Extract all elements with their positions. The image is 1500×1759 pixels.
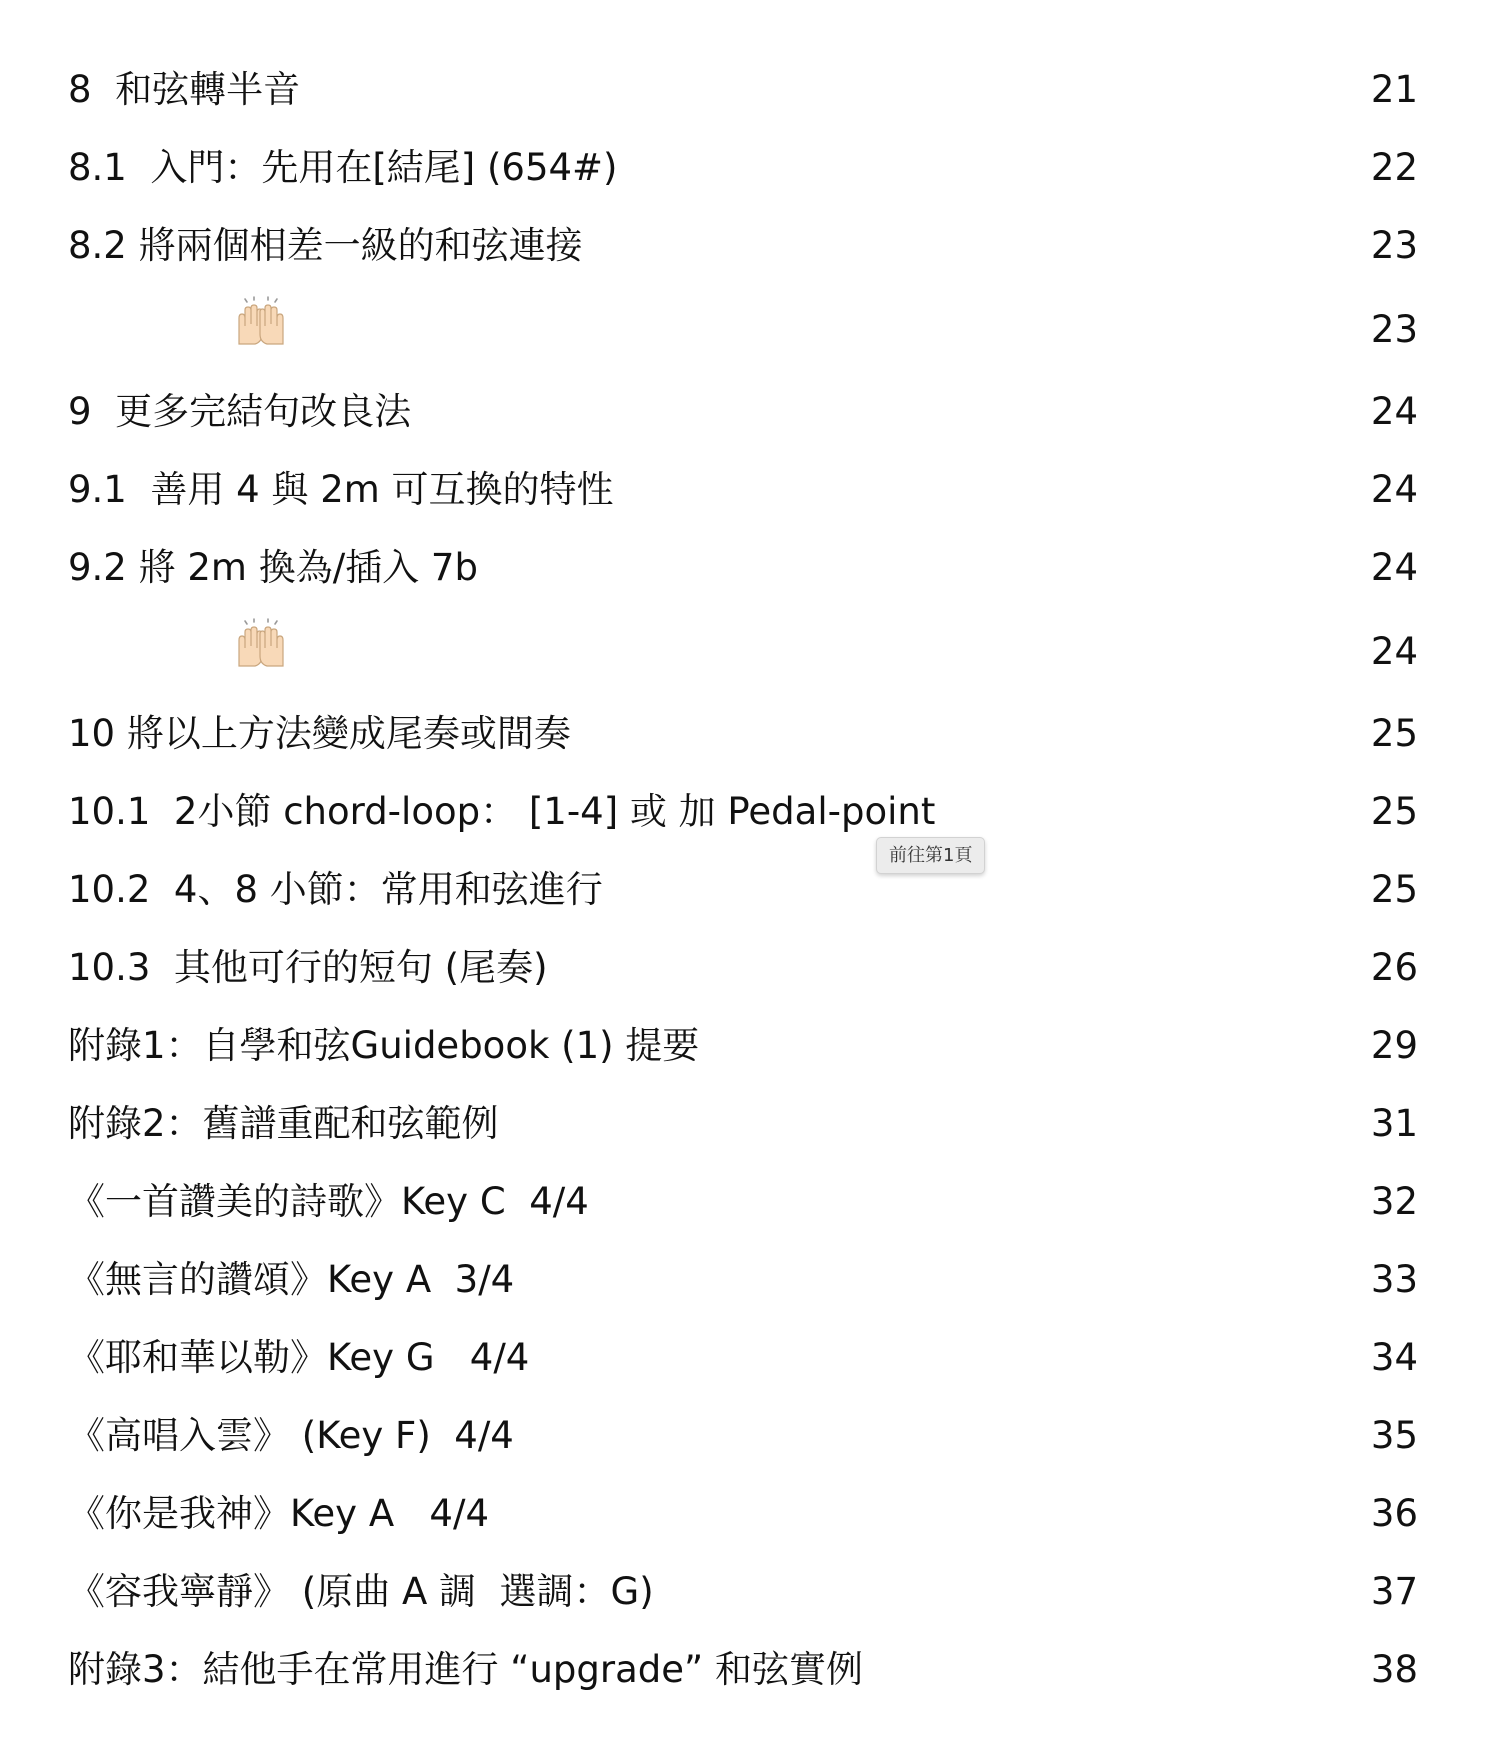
- toc-entry[interactable]: [68, 1406, 1418, 1466]
- toc-entry-page: 22: [1370, 146, 1418, 189]
- toc-entry[interactable]: [68, 138, 1418, 198]
- toc-entry-page: 35: [1370, 1414, 1418, 1457]
- toc-entry[interactable]: [68, 60, 1418, 120]
- raising-hands-icon: [139, 558, 195, 608]
- toc-entry-page: 37: [1370, 1570, 1418, 1613]
- toc-entry-title: 《容我寧靜》 (原曲 A 調 選調：G): [68, 1570, 654, 1613]
- toc-entry[interactable]: [68, 1562, 1418, 1622]
- toc-entry-title: 《無言的讚頌》Key A 3/4: [68, 1258, 515, 1301]
- toc-entry[interactable]: [68, 938, 1418, 998]
- toc-entry-title: 附錄3：結他手在常用進行 “upgrade” 和弦實例: [68, 1648, 863, 1691]
- toc-entry[interactable]: [68, 1016, 1418, 1076]
- toc-entry[interactable]: [68, 538, 1418, 598]
- toc-entry[interactable]: [68, 622, 1418, 682]
- toc-entry[interactable]: [68, 1094, 1418, 1154]
- toc-entry-title: 附錄2：舊譜重配和弦範例: [68, 1102, 499, 1145]
- toc-entry-page: 25: [1370, 790, 1418, 833]
- toc-entry-title: 8.1 入門：先用在[結尾] (654#): [68, 146, 618, 189]
- toc-entry-page: 23: [1370, 224, 1418, 267]
- toc-entry[interactable]: [68, 1172, 1418, 1232]
- toc-entry-title: 9.2 將 2m 換為/插入 7b: [68, 546, 478, 589]
- toc-entry-title: 8.2 將兩個相差一級的和弦連接: [68, 224, 583, 267]
- toc-entry-title: 附錄1：自學和弦Guidebook (1) 提要: [68, 1024, 700, 1067]
- toc-entry-page: 32: [1370, 1180, 1418, 1223]
- goto-page-tooltip: 前往第1頁: [876, 837, 985, 874]
- toc-entry-page: 24: [1370, 468, 1418, 511]
- toc-entry-title: 10 將以上方法變成尾奏或間奏: [68, 712, 571, 755]
- toc-entry-page: 25: [1370, 712, 1418, 755]
- toc-entry[interactable]: [68, 782, 1418, 842]
- toc-entry-title: 9.1 善用 4 與 2m 可互換的特性: [68, 468, 614, 511]
- toc-entry-page: 21: [1370, 68, 1418, 111]
- toc-entry[interactable]: [68, 860, 1418, 920]
- toc-entry-title: 9 更多完結句改良法: [68, 390, 412, 433]
- toc-entry[interactable]: [68, 1328, 1418, 1388]
- toc-entry-title: 《高唱入雲》 (Key F) 4/4: [68, 1414, 514, 1457]
- toc-entry-page: 29: [1370, 1024, 1418, 1067]
- toc-entry-page: 34: [1370, 1336, 1418, 1379]
- toc-entry-title: 《一首讚美的詩歌》Key C 4/4: [68, 1180, 589, 1223]
- toc-entry-title: 10.1 2小節 chord-loop： [1-4] 或 加 Pedal-point: [68, 790, 936, 833]
- toc-entry[interactable]: [68, 704, 1418, 764]
- table-of-contents: [68, 0, 1418, 1759]
- toc-entry-page: 25: [1370, 868, 1418, 911]
- toc-entry[interactable]: [68, 382, 1418, 442]
- toc-entry-page: 31: [1370, 1102, 1418, 1145]
- toc-entry-page: 33: [1370, 1258, 1418, 1301]
- toc-entry-page: 24: [1370, 630, 1418, 673]
- toc-entry-title: 10.3 其他可行的短句 (尾奏): [68, 946, 548, 989]
- toc-entry-page: 23: [1370, 308, 1418, 351]
- toc-entry-title: 8 和弦轉半音: [68, 68, 301, 111]
- toc-entry-page: 24: [1370, 546, 1418, 589]
- toc-entry[interactable]: [68, 1250, 1418, 1310]
- toc-entry[interactable]: [68, 216, 1418, 276]
- toc-entry-page: 38: [1370, 1648, 1418, 1691]
- toc-entry-page: 26: [1370, 946, 1418, 989]
- toc-entry-title: 10.2 4、8 小節：常用和弦進行: [68, 868, 603, 911]
- toc-entry-page: 36: [1370, 1492, 1418, 1535]
- toc-entry[interactable]: [68, 1484, 1418, 1544]
- raising-hands-icon: [139, 236, 195, 286]
- toc-entry[interactable]: [68, 1640, 1418, 1700]
- toc-entry-title: 《你是我神》Key A 4/4: [68, 1492, 489, 1535]
- toc-entry-page: 24: [1370, 390, 1418, 433]
- toc-entry[interactable]: [68, 460, 1418, 520]
- toc-entry-title: 《耶和華以勒》Key G 4/4: [68, 1336, 530, 1379]
- toc-entry[interactable]: [68, 300, 1418, 360]
